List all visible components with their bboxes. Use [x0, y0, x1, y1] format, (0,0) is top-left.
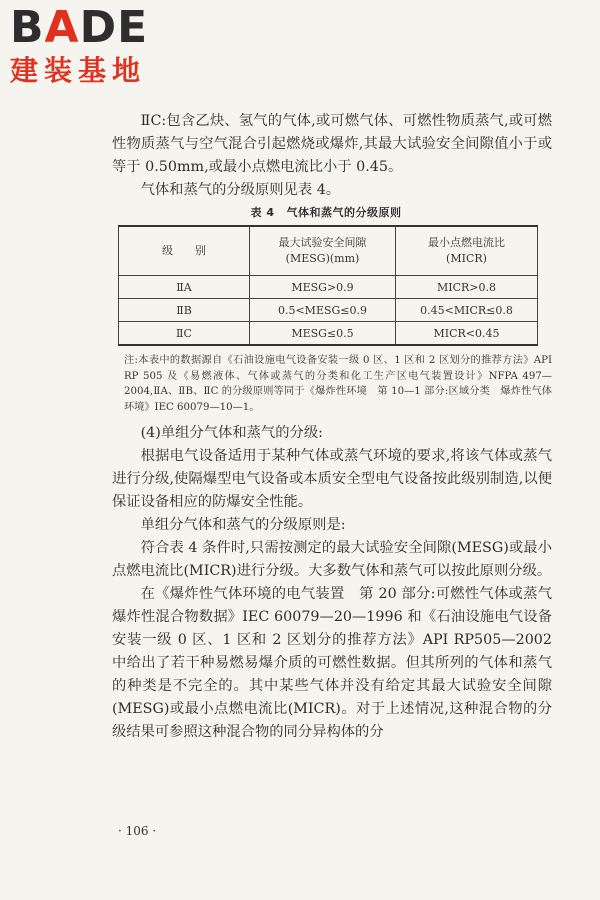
logo-accent-letter: A [44, 2, 80, 53]
logo-tagline: 建装基地 [10, 54, 147, 87]
cell-micr: MICR<0.45 [396, 322, 538, 346]
paragraph-data-sources: 在《爆炸性气体环境的电气装置 第 20 部分:可燃性气体或蒸气爆炸性混合物数据》IEC 60079—20—1996 和《石油设施电气设备安装一级 0 区、1 区和 2 区划分的推荐方法》API RP505—2002 中给出了若干种易燃易爆介质的可燃性数据。但其所列的气体和蒸气的种类是不完全的。其中某些气体并没有给定其最大试验安全间隙(MESG)或最小点燃电流比(MICR)。对于上述情况,这种混合物的分级结果可参照这种混合物的同分异构体的分 [112, 586, 552, 740]
header-grade: 级 别 [119, 226, 250, 276]
cell-mesg: MESG≤0.5 [250, 322, 396, 346]
paragraph-classification-purpose: 根据电气设备适用于某种气体或蒸气环境的要求,将该气体或蒸气进行分级,使隔爆型电气设备或本质安全型电气设备按此级别制造,以便保证设备相应的防爆安全性能。 [112, 448, 552, 510]
table-note: 注:本表中的数据源自《石油设施电气设备安装一级 0 区、1 区和 2 区划分的推荐方法》API RP 505 及《易燃液体、气体或蒸气的分类和化工生产区电气装置设计》NFPA 497—2004,ⅡA、ⅡB、ⅡC 的分级原则等同于《爆炸性环境 第 10—1 部分:区域分类 爆炸性气体环境》IEC 60079—10—1。 [124, 355, 552, 413]
table-header-row [119, 226, 538, 276]
classification-table [118, 225, 538, 346]
page-body [112, 110, 552, 744]
brand-logo [10, 2, 149, 88]
header-micr-line2: (MICR) [446, 252, 487, 265]
section-heading: (4)单组分气体和蒸气的分级: [140, 425, 323, 441]
table-row [119, 299, 538, 322]
logo-wordmark [10, 2, 149, 53]
table-number: 表 4 [250, 206, 275, 219]
table-title: 气体和蒸气的分级原则 [286, 206, 402, 219]
cell-grade: ⅡA [119, 276, 250, 299]
header-mesg [250, 226, 396, 276]
logo-letter: B [10, 2, 45, 53]
header-micr [396, 226, 538, 276]
paragraph-iic-definition: ⅡC:包含乙炔、氢气的气体,或可燃气体、可燃性物质蒸气,或可燃性物质蒸气与空气混合引起燃烧或爆炸,其最大试验安全间隙值小于或等于 0.50mm,或最小点燃电流比小于 0.45。 [112, 113, 552, 175]
cell-micr: MICR>0.8 [396, 276, 538, 299]
table-row [119, 322, 538, 346]
cell-grade: ⅡC [119, 322, 250, 346]
logo-letter: DE [79, 2, 149, 53]
table-row [119, 276, 538, 299]
header-micr-line1: 最小点燃电流比 [428, 236, 505, 249]
page-number: · 106 · [118, 824, 157, 838]
cell-mesg: MESG>0.9 [250, 276, 396, 299]
table-caption [112, 203, 552, 223]
paragraph-principle: 符合表 4 条件时,只需按测定的最大试验安全间隙(MESG)或最小点燃电流比(MICR)进行分级。大多数气体和蒸气可以按此原则分级。 [112, 540, 552, 579]
header-mesg-line1: 最大试验安全间隙 [278, 236, 367, 249]
cell-micr: 0.45<MICR≤0.8 [396, 299, 538, 322]
cell-grade: ⅡB [119, 299, 250, 322]
header-mesg-line2: (MESG)(mm) [285, 252, 360, 265]
paragraph-table-reference: 气体和蒸气的分级原则见表 4。 [140, 182, 341, 198]
paragraph-principle-intro: 单组分气体和蒸气的分级原则是: [140, 517, 346, 533]
cell-mesg: 0.5<MESG≤0.9 [250, 299, 396, 322]
